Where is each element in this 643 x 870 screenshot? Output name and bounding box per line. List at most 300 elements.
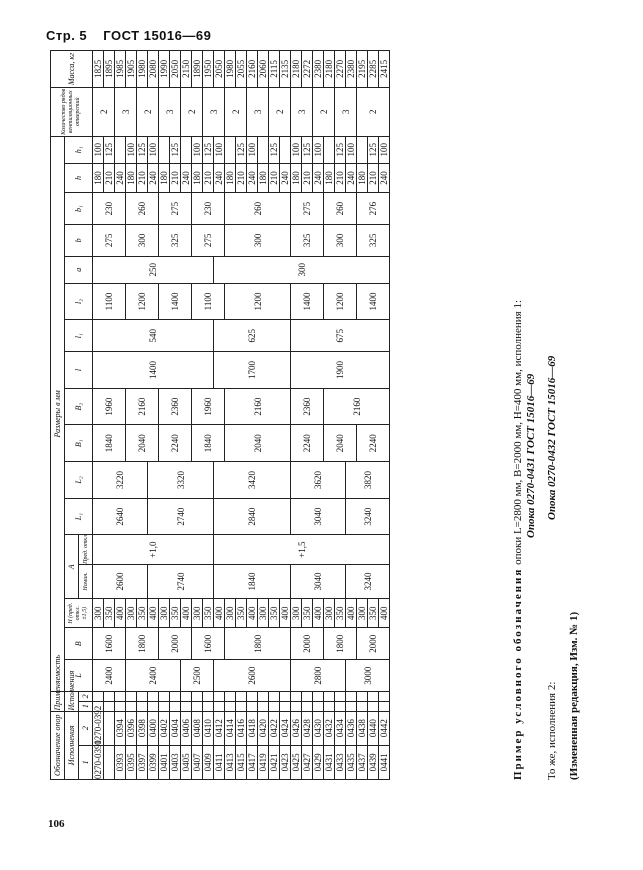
cell-h: 240	[346, 163, 357, 192]
cell-variant-1: 0437	[357, 745, 368, 779]
cell-l2: 1200	[225, 283, 291, 320]
cell-variant-1: 0423	[280, 745, 291, 779]
cell-h1: 100	[313, 136, 324, 163]
cell-app-1	[335, 701, 346, 711]
cell-h1: 125	[170, 136, 181, 163]
cell-l2: 3320	[148, 462, 214, 499]
cell-holes: 3	[159, 87, 181, 136]
cell-l2: 1400	[357, 283, 390, 320]
cell-app-1	[137, 701, 148, 711]
standard-number: ГОСТ 15016—69	[103, 28, 212, 43]
cell-a-nom: 2600	[93, 564, 148, 598]
cell-a-nom: 3240	[346, 564, 390, 598]
dimensions-table	[50, 50, 390, 780]
cell-holes: 2	[269, 87, 291, 136]
cell-variant-1: 0405	[181, 745, 192, 779]
cell-variant-1: 0415	[236, 745, 247, 779]
cell-b: 275	[192, 224, 225, 256]
cell-h: 240	[280, 163, 291, 192]
cell-holes: 2	[181, 87, 203, 136]
col-B2: B₂	[65, 388, 93, 425]
cell-variant-2: 0412	[214, 711, 225, 745]
cell-variant-2: 0406	[181, 711, 192, 745]
cell-app-1	[324, 701, 335, 711]
cell-app-1	[280, 701, 291, 711]
rotated-table-block	[50, 50, 638, 780]
col-H: H (пред. откл. ±1,5)	[65, 599, 93, 628]
cell-variant-2: 0394	[115, 711, 126, 745]
cell-b2: 1960	[93, 388, 126, 425]
cell-mass: 1895	[104, 51, 115, 88]
col-A-tol: Пред. откл.	[79, 535, 93, 564]
cell-app-2	[379, 691, 390, 701]
cell-h: 180	[291, 163, 302, 192]
cell-mass: 1980	[225, 51, 236, 88]
cell-variant-1	[104, 745, 115, 779]
cell-app-2	[93, 691, 104, 701]
cell-h1: 100	[291, 136, 302, 163]
cell-H: 300	[324, 599, 335, 628]
cell-l: 2600	[214, 660, 291, 692]
cell-app-2	[357, 691, 368, 701]
cell-mass: 2050	[214, 51, 225, 88]
cell-l1: 675	[291, 320, 390, 352]
cell-b: 300	[225, 224, 291, 256]
cell-mass: 2060	[258, 51, 269, 88]
cell-variant-2: 0430	[313, 711, 324, 745]
cell-b2: 2360	[291, 388, 324, 425]
cell-app-1	[379, 701, 390, 711]
col-h1: h₁	[65, 136, 93, 163]
cell-h: 210	[368, 163, 379, 192]
cell-b: 300	[324, 224, 357, 256]
cell-h1: 100	[346, 136, 357, 163]
cell-l2: 1200	[324, 283, 357, 320]
cell-b: 1800	[225, 628, 291, 660]
cell-variant-2: 0416	[236, 711, 247, 745]
cell-H: 300	[291, 599, 302, 628]
cell-b1: 2040	[225, 425, 291, 462]
cell-variant-1: 0421	[269, 745, 280, 779]
cell-app-1	[214, 701, 225, 711]
cell-app-2	[346, 691, 357, 701]
cell-b: 2000	[357, 628, 390, 660]
cell-h1: 100	[379, 136, 390, 163]
cell-a-nom: 1840	[214, 564, 291, 598]
col-l2: l₂	[65, 283, 93, 320]
cell-variant-2: 0402	[159, 711, 170, 745]
cell-mass: 2080	[148, 51, 159, 88]
cell-h1: 100	[247, 136, 258, 163]
cell-H: 300	[192, 599, 203, 628]
cell-app-2	[302, 691, 313, 701]
variants-header-2: Исполнения	[65, 691, 79, 711]
cell-variant-1: 0411	[214, 745, 225, 779]
cell-mass: 2195	[357, 51, 368, 88]
cell-variant-1: 0270-0391	[93, 740, 103, 779]
cell-h: 180	[93, 163, 104, 192]
cell-mass: 1905	[126, 51, 137, 88]
example-text: опоки L=2800 мм, B=2000 мм, H=400 мм, исполнения 1:	[512, 300, 524, 565]
cell-variant-2: 0270-0392	[93, 705, 103, 745]
col-l1: l₁	[65, 320, 93, 352]
cell-l1: 3040	[291, 498, 346, 535]
cell-variant-1: 0417	[247, 745, 258, 779]
cell-l: 2500	[181, 660, 214, 692]
cell-h: 180	[126, 163, 137, 192]
cell-h: 180	[192, 163, 203, 192]
cell-holes: 3	[115, 87, 137, 136]
cell-H: 350	[236, 599, 247, 628]
cell-h: 210	[302, 163, 313, 192]
cell-h1	[357, 136, 368, 163]
cell-variant-1: 0419	[258, 745, 269, 779]
cell-b2: 2160	[225, 388, 291, 425]
col-b1: b₁	[65, 193, 93, 225]
page-number: 106	[48, 818, 65, 830]
cell-h1: 125	[236, 136, 247, 163]
col-B: B	[65, 628, 93, 660]
cell-h: 180	[357, 163, 368, 192]
cell-variant-2: 0414	[225, 711, 236, 745]
holes-header: Количество рядов вентиляционных отверстий	[51, 87, 93, 136]
cell-app-1	[357, 701, 368, 711]
cell-mass: 2150	[181, 51, 192, 88]
cell-h1	[324, 136, 335, 163]
cell-H: 400	[379, 599, 390, 628]
cell-h1: 125	[137, 136, 148, 163]
cell-mass: 2055	[236, 51, 247, 88]
cell-mass: 2285	[368, 51, 379, 88]
cell-holes: 3	[291, 87, 313, 136]
cell-mass: 2270	[335, 51, 346, 88]
cell-variant-1: 0433	[335, 745, 346, 779]
table-row	[93, 51, 104, 780]
cell-H: 400	[181, 599, 192, 628]
cell-app-1	[368, 701, 379, 711]
cell-l2: 3620	[291, 462, 346, 499]
cell-mass: 2380	[313, 51, 324, 88]
cell-H: 300	[357, 599, 368, 628]
cell-H: 300	[93, 599, 104, 628]
cell-l2: 1400	[159, 283, 192, 320]
cell-h1	[115, 136, 126, 163]
cell-app-2	[225, 691, 236, 701]
cell-b1: 260	[126, 193, 159, 225]
cell-h: 240	[148, 163, 159, 192]
cell-app-2	[258, 691, 269, 701]
cell-variant-2: 0438	[357, 711, 368, 745]
cell-h1: 125	[335, 136, 346, 163]
cell-mass: 1950	[203, 51, 214, 88]
cell-l: 3000	[346, 660, 390, 692]
cell-variant-2: 0400	[148, 711, 159, 745]
cell-a: 300	[214, 256, 390, 283]
cell-H: 400	[148, 599, 159, 628]
cell-b1: 1840	[192, 425, 225, 462]
cell-h: 210	[236, 163, 247, 192]
cell-variant-2: 0436	[346, 711, 357, 745]
cell-variant-1: 0413	[225, 745, 236, 779]
cell-variant-2: 0428	[302, 711, 313, 745]
cell-app-2	[115, 691, 126, 701]
cell-b1: 260	[225, 193, 291, 225]
cell-b1: 1840	[93, 425, 126, 462]
cell-b1: 2040	[324, 425, 357, 462]
cell-holes: 2	[225, 87, 247, 136]
cell-app-1	[203, 701, 214, 711]
cell-app-1	[115, 701, 126, 711]
cell-variant-2: 0418	[247, 711, 258, 745]
cell-H: 350	[170, 599, 181, 628]
cell-variant-2: 0396	[126, 711, 137, 745]
cell-l: 1700	[214, 352, 291, 389]
cell-mass: 1980	[137, 51, 148, 88]
col-A: A	[65, 535, 79, 599]
cell-h: 240	[379, 163, 390, 192]
cell-holes: 3	[335, 87, 357, 136]
cell-variant-1: 0393	[115, 745, 126, 779]
page-label: Стр. 5	[46, 28, 88, 43]
cell-app-1	[104, 701, 115, 711]
cell-h1: 125	[302, 136, 313, 163]
cell-h1	[280, 136, 291, 163]
cell-app-2	[126, 691, 137, 701]
cell-b1: 2240	[291, 425, 324, 462]
cell-app-2	[324, 691, 335, 701]
sizes-header: Размеры в мм	[51, 136, 65, 691]
cell-H: 400	[115, 599, 126, 628]
cell-variant-2	[104, 711, 115, 745]
col-app-1: 1	[79, 701, 93, 711]
cell-b: 1800	[126, 628, 159, 660]
cell-app-1	[159, 701, 170, 711]
cell-l1: 2840	[214, 498, 291, 535]
cell-app-1	[148, 701, 159, 711]
cell-mass: 1985	[115, 51, 126, 88]
cell-h: 240	[313, 163, 324, 192]
example-label: Пример условного обозначения	[512, 567, 524, 780]
col-A-nom: Номин.	[79, 564, 93, 598]
cell-app-2	[137, 691, 148, 701]
cell-app-1	[225, 701, 236, 711]
cell-H: 300	[258, 599, 269, 628]
cell-app-2	[247, 691, 258, 701]
cell-b2: 2360	[159, 388, 192, 425]
cell-variant-1: 0431	[324, 745, 335, 779]
cell-b1: 2240	[159, 425, 192, 462]
cell-l2: 1100	[93, 283, 126, 320]
cell-H: 300	[159, 599, 170, 628]
cell-b1: 275	[291, 193, 324, 225]
cell-b: 275	[93, 224, 126, 256]
cell-H: 400	[280, 599, 291, 628]
cell-variant-2: 0432	[324, 711, 335, 745]
cell-h1: 100	[126, 136, 137, 163]
cell-b2: 2160	[126, 388, 159, 425]
col-variant-2: 2	[79, 711, 93, 745]
cell-b: 300	[126, 224, 159, 256]
cell-a: 250	[93, 256, 214, 283]
cell-mass: 2050	[170, 51, 181, 88]
cell-app-2	[203, 691, 214, 701]
cell-app-1	[258, 701, 269, 711]
cell-h1: 100	[93, 136, 104, 163]
cell-app-1	[346, 701, 357, 711]
cell-l1: 540	[93, 320, 214, 352]
cell-b: 1600	[192, 628, 225, 660]
cell-variant-2: 0398	[137, 711, 148, 745]
cell-l: 1900	[291, 352, 390, 389]
cell-H: 400	[247, 599, 258, 628]
cell-l1: 2740	[148, 498, 214, 535]
cell-app-2	[214, 691, 225, 701]
col-b: b	[65, 224, 93, 256]
cell-app-1	[269, 701, 280, 711]
cell-mass: 2180	[324, 51, 335, 88]
cell-mass: 2272	[302, 51, 313, 88]
cell-h: 180	[258, 163, 269, 192]
cell-b2: 2160	[324, 388, 390, 425]
cell-variant-1: 0429	[313, 745, 324, 779]
cell-app-1	[313, 701, 324, 711]
cell-H: 400	[214, 599, 225, 628]
cell-variant-1: 0441	[379, 745, 390, 779]
cell-holes: 2	[137, 87, 159, 136]
cell-h: 180	[324, 163, 335, 192]
cell-a-nom: 2740	[148, 564, 214, 598]
cell-b1: 230	[93, 193, 126, 225]
cell-variant-1: 0397	[137, 745, 148, 779]
cell-holes: 2	[313, 87, 335, 136]
cell-l1: 2640	[93, 498, 148, 535]
cell-h1	[159, 136, 170, 163]
cell-l: 2800	[291, 660, 346, 692]
cell-b1: 2040	[126, 425, 159, 462]
cell-app-1	[247, 701, 258, 711]
cell-variant-1: 0439	[368, 745, 379, 779]
cell-h1: 100	[148, 136, 159, 163]
cell-h1: 125	[368, 136, 379, 163]
col-l: l	[65, 352, 93, 389]
cell-variant-1: 0399	[148, 745, 159, 779]
cell-l2: 1400	[291, 283, 324, 320]
cell-mass: 2380	[346, 51, 357, 88]
applicability-header: Применяемость	[51, 691, 65, 711]
cell-holes: 3	[247, 87, 269, 136]
cell-a-nom: 3040	[291, 564, 346, 598]
cell-h1: 100	[214, 136, 225, 163]
cell-h: 180	[225, 163, 236, 192]
cell-mass: 1890	[192, 51, 203, 88]
cell-app-2	[368, 691, 379, 701]
cell-app-1	[236, 701, 247, 711]
cell-app-2	[148, 691, 159, 701]
cell-h1	[181, 136, 192, 163]
col-B1: B₁	[65, 425, 93, 462]
cell-app-1	[181, 701, 192, 711]
cell-H: 350	[335, 599, 346, 628]
cell-H: 300	[126, 599, 137, 628]
cell-app-1	[170, 701, 181, 711]
page-header	[46, 28, 223, 43]
cell-variant-2: 0404	[170, 711, 181, 745]
example-code-1: Опока 0270-0431 ГОСТ 15016—69	[525, 373, 537, 538]
cell-h: 240	[181, 163, 192, 192]
example-code-2: Опока 0270-0432 ГОСТ 15016—69	[546, 355, 558, 520]
cell-b: 2000	[291, 628, 324, 660]
cell-b: 325	[357, 224, 390, 256]
cell-h: 210	[170, 163, 181, 192]
cell-l2: 3820	[346, 462, 390, 499]
revision-note: (Измененная редакция, Изм. № 1)	[568, 611, 580, 780]
cell-b1: 260	[324, 193, 357, 225]
cell-app-2	[181, 691, 192, 701]
cell-H: 350	[137, 599, 148, 628]
cell-app-2	[291, 691, 302, 701]
cell-variant-1: 0427	[302, 745, 313, 779]
cell-b1: 276	[357, 193, 390, 225]
cell-h: 210	[104, 163, 115, 192]
cell-mass: 1990	[159, 51, 170, 88]
cell-b: 1600	[93, 628, 126, 660]
cell-variant-2: 0420	[258, 711, 269, 745]
cell-b1: 230	[192, 193, 225, 225]
col-variant-1: 1	[79, 745, 93, 779]
col-L1: L₁	[65, 498, 93, 535]
cell-mass: 2160	[247, 51, 258, 88]
cell-l: 2400	[126, 660, 181, 692]
cell-h1: 125	[203, 136, 214, 163]
cell-variant-1: 0407	[192, 745, 203, 779]
cell-holes: 2	[357, 87, 390, 136]
cell-app-2	[192, 691, 203, 701]
cell-app-2	[280, 691, 291, 701]
cell-variant-1: 0401	[159, 745, 170, 779]
mass-header: Масса, кг	[51, 51, 93, 88]
cell-variant-2: 0410	[203, 711, 214, 745]
col-L2: L₂	[65, 462, 93, 499]
cell-variant-1: 0409	[203, 745, 214, 779]
cell-h: 240	[247, 163, 258, 192]
cell-variant-2: 0440	[368, 711, 379, 745]
table-row	[291, 51, 302, 780]
cell-variant-2: 0434	[335, 711, 346, 745]
cell-H: 300	[225, 599, 236, 628]
cell-mass: 2415	[379, 51, 390, 88]
cell-h: 210	[335, 163, 346, 192]
cell-b1: 2240	[357, 425, 390, 462]
cell-h: 210	[203, 163, 214, 192]
cell-app-2	[335, 691, 346, 701]
cell-app-1	[126, 701, 137, 711]
cell-h: 210	[137, 163, 148, 192]
cell-H: 350	[269, 599, 280, 628]
cell-variant-1: 0435	[346, 745, 357, 779]
cell-mass: 2115	[269, 51, 280, 88]
cell-h1	[225, 136, 236, 163]
cell-app-2	[236, 691, 247, 701]
cell-l2: 3220	[93, 462, 148, 499]
col-a: a	[65, 256, 93, 283]
cell-variant-1: 0395	[126, 745, 137, 779]
cell-app-2	[104, 691, 115, 701]
cell-app-2	[159, 691, 170, 701]
variants-header: Исполнения	[65, 711, 79, 779]
cell-holes: 3	[203, 87, 225, 136]
cell-app-2	[269, 691, 280, 701]
same-label: То же, исполнения 2:	[546, 681, 558, 780]
